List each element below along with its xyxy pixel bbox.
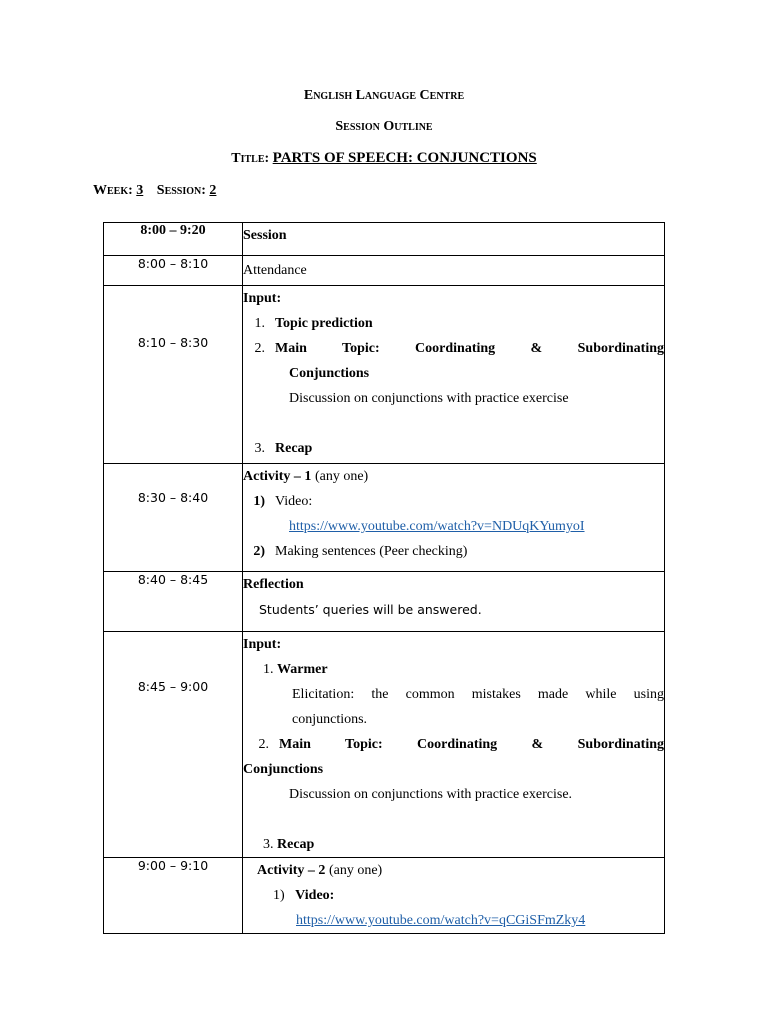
- list-item: [243, 539, 664, 564]
- list-text: Warmer: [277, 662, 328, 677]
- input-label: Input:: [243, 637, 282, 652]
- list-text-continued: Conjunctions: [289, 366, 370, 381]
- row-time: 9:00 – 9:10: [104, 858, 243, 934]
- row-time: 8:10 – 8:30: [104, 286, 243, 464]
- list-item: [243, 436, 664, 461]
- centre-title: English Language Centre: [303, 88, 465, 103]
- activity-cell: [243, 858, 665, 934]
- list-number: 1): [273, 888, 285, 903]
- session-outline-table: [103, 222, 665, 934]
- input-cell: [243, 286, 665, 464]
- list-text: Video:: [275, 494, 313, 509]
- list-description: Discussion on conjunctions with practice exercise.: [289, 787, 573, 802]
- activity-label-suffix: (any one): [325, 863, 383, 878]
- week-value: 3: [136, 183, 144, 198]
- input-cell: [243, 632, 665, 858]
- row-time: 8:40 – 8:45: [104, 572, 243, 632]
- list-item: [243, 657, 664, 682]
- list-text: Video:: [295, 888, 335, 903]
- table-row: [104, 256, 665, 286]
- list-text: Main Topic: Coordinating & Subordinating: [275, 341, 664, 356]
- list-number: 1.: [263, 662, 274, 677]
- session-label: Session:: [153, 183, 210, 198]
- table-row: [104, 632, 665, 858]
- reflection-cell: [243, 572, 665, 632]
- table-row: [104, 286, 665, 464]
- attendance-cell: Attendance: [243, 256, 665, 286]
- table-row: [104, 858, 665, 934]
- activity-label: Activity – 1: [243, 469, 312, 484]
- row-time: 8:00 – 8:10: [104, 256, 243, 286]
- list-item: [243, 489, 664, 514]
- list-number: 1.: [254, 316, 265, 331]
- outline-title: Session Outline: [335, 119, 433, 134]
- list-number: 2.: [254, 341, 265, 356]
- row-time: 8:45 – 9:00: [104, 632, 243, 858]
- list-text: Making sentences (Peer checking): [275, 544, 468, 559]
- video-link[interactable]: https://www.youtube.com/watch?v=NDUqKYumyoI: [289, 519, 585, 534]
- list-item: [243, 336, 664, 361]
- session-value: 2: [209, 183, 217, 198]
- list-number: 2): [253, 544, 265, 559]
- table-row: [104, 464, 665, 572]
- list-text: Topic prediction: [275, 316, 373, 331]
- table-header-row: [104, 223, 665, 256]
- list-description: Elicitation: the common mistakes made while using: [292, 687, 664, 702]
- table-row: [104, 572, 665, 632]
- title-label: Title:: [231, 151, 273, 166]
- list-number: 3.: [254, 441, 265, 456]
- header-time: 8:00 – 9:20: [104, 223, 243, 256]
- video-link[interactable]: https://www.youtube.com/watch?v=qCGiSFmZky4: [296, 913, 586, 928]
- list-item: [243, 832, 664, 857]
- list-text: Main Topic: Coordinating & Subordinating: [279, 737, 664, 752]
- list-text: Recap: [277, 837, 315, 852]
- header-session: Session: [243, 223, 665, 256]
- activity-heading: [257, 858, 664, 883]
- title-value: PARTS OF SPEECH: CONJUNCTIONS: [272, 150, 537, 166]
- list-description-continued: conjunctions.: [292, 712, 368, 727]
- reflection-text: Students’ queries will be answered.: [259, 602, 482, 617]
- list-text-continued: Conjunctions: [243, 762, 324, 777]
- activity-cell: [243, 464, 665, 572]
- activity-label: Activity – 2: [257, 863, 326, 878]
- list-description: Discussion on conjunctions with practice exercise: [289, 391, 569, 406]
- document-title: [0, 150, 768, 167]
- list-number: 1): [253, 494, 265, 509]
- list-text: Recap: [275, 441, 313, 456]
- list-number: 2.: [258, 737, 269, 752]
- row-time: 8:30 – 8:40: [104, 464, 243, 572]
- list-item: [257, 883, 664, 908]
- list-number: 3.: [263, 837, 274, 852]
- reflection-label: Reflection: [243, 577, 304, 592]
- activity-label-suffix: (any one): [311, 469, 369, 484]
- week-label: Week:: [93, 183, 137, 198]
- activity-heading: [243, 464, 664, 489]
- week-session-line: [93, 183, 226, 199]
- list-item: [243, 732, 664, 757]
- input-label: Input:: [243, 291, 282, 306]
- list-item: [243, 311, 664, 336]
